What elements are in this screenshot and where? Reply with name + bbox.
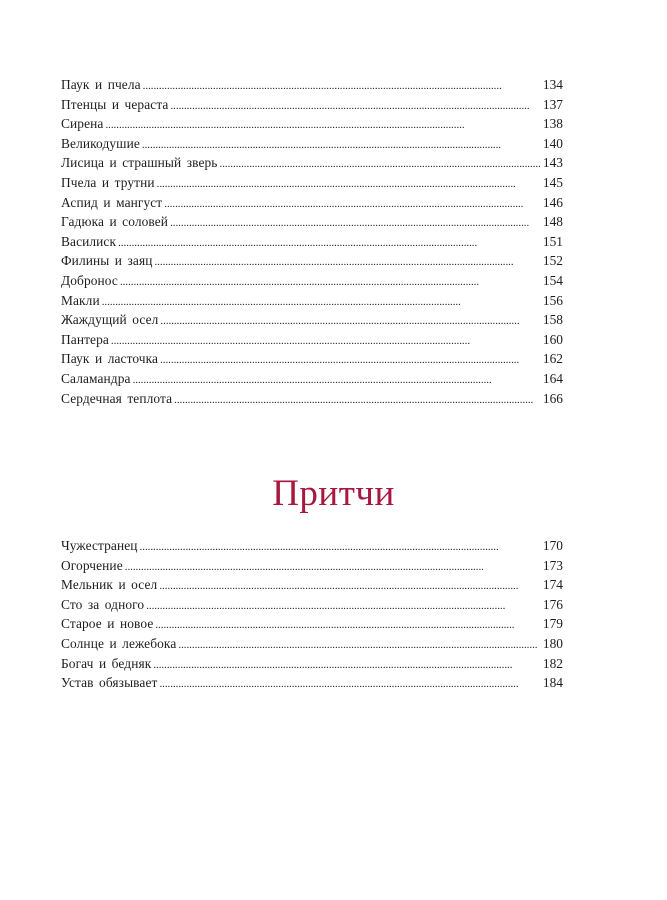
toc-entry-page: 140 (542, 135, 563, 151)
toc-entry[interactable] (61, 575, 563, 595)
toc-entry-title: Великодушие (61, 135, 140, 151)
toc-entry-page: 176 (542, 596, 563, 612)
toc-entry[interactable] (61, 75, 563, 95)
toc-dot-leader (102, 291, 541, 313)
toc-entry-page: 146 (542, 194, 563, 210)
toc-dot-leader (178, 634, 541, 656)
toc-entry-title: Солнце и лежебока (61, 635, 177, 651)
toc-entry-page: 179 (542, 616, 563, 632)
toc-entry[interactable] (61, 95, 563, 115)
toc-entry-page: 164 (542, 370, 563, 386)
toc-entry[interactable] (61, 153, 563, 173)
toc-dot-leader (105, 114, 540, 136)
toc-entry-title: Огорчение (61, 557, 123, 573)
toc-entry[interactable] (61, 673, 563, 693)
toc-entry-page: 182 (542, 655, 563, 671)
toc-dot-leader (220, 153, 541, 175)
toc-dot-leader (154, 251, 540, 273)
toc-entry-page: 166 (542, 390, 563, 406)
toc-dot-leader (170, 212, 541, 234)
toc-entry-title: Василиск (61, 233, 117, 249)
toc-dot-leader (133, 369, 541, 391)
toc-entry-title: Филины и заяц (61, 253, 153, 269)
toc-dot-leader (160, 310, 540, 332)
toc-entry-page: 145 (542, 174, 563, 190)
section-heading-parables: Притчи (272, 473, 395, 514)
toc-entry-page: 158 (542, 312, 563, 328)
toc-entry[interactable] (61, 349, 563, 369)
toc-dot-leader (159, 575, 541, 597)
toc-entry-title: Добронос (61, 272, 118, 288)
toc-entry[interactable] (61, 536, 563, 556)
toc-entry-page: 154 (542, 272, 563, 288)
toc-entry-title: Сирена (61, 116, 104, 132)
toc-entry[interactable] (61, 232, 563, 252)
toc-entry-title: Пчела и трутни (61, 174, 155, 190)
toc-entry[interactable] (61, 193, 563, 213)
toc-entry-title: Лисица и страшный зверь (61, 155, 218, 171)
toc-entry[interactable] (61, 369, 563, 389)
toc-entry-title: Жаждущий осел (61, 312, 159, 328)
toc-entry-page: 173 (542, 557, 563, 573)
toc-entry[interactable] (61, 114, 563, 134)
toc-dot-leader (164, 193, 541, 215)
toc-entry-title: Макли (61, 292, 100, 308)
toc-dot-leader (153, 654, 541, 676)
toc-entry-page: 184 (542, 675, 563, 691)
toc-dot-leader (111, 330, 541, 352)
toc-dot-leader (125, 556, 541, 578)
toc-entry[interactable] (61, 271, 563, 291)
toc-entry[interactable] (61, 634, 563, 654)
toc-dot-leader (143, 75, 541, 97)
toc-entry-title: Чужестранец (61, 538, 138, 553)
toc-entry-title: Сто за одного (61, 596, 145, 612)
toc-dot-leader (140, 536, 541, 558)
toc-entry[interactable] (61, 310, 563, 330)
toc-entry-title: Мельник и осел (61, 577, 158, 593)
toc-entry-page: 138 (542, 116, 563, 132)
toc-entry[interactable] (61, 595, 563, 615)
toc-list-fables (61, 75, 563, 408)
toc-entry[interactable] (61, 389, 563, 409)
toc-entry[interactable] (61, 134, 563, 154)
toc-entry[interactable] (61, 212, 563, 232)
toc-dot-leader (174, 389, 541, 411)
toc-entry[interactable] (61, 654, 563, 674)
toc-list-parables (61, 536, 563, 693)
toc-entry-page: 143 (542, 155, 563, 171)
toc-dot-leader (160, 349, 541, 371)
toc-entry-page: 174 (542, 577, 563, 593)
toc-dot-leader (120, 271, 541, 293)
toc-entry[interactable] (61, 251, 563, 271)
toc-entry-page: 148 (542, 214, 563, 230)
toc-entry-title: Устав обязывает (61, 675, 158, 691)
toc-entry-title: Старое и новое (61, 616, 154, 632)
toc-entry[interactable] (61, 614, 563, 634)
toc-entry[interactable] (61, 291, 563, 311)
toc-dot-leader (159, 673, 540, 695)
toc-entry-page: 162 (542, 351, 563, 367)
toc-entry-title: Аспид и мангуст (61, 194, 163, 210)
toc-dot-leader (142, 134, 541, 156)
toc-entry-title: Богач и бедняк (61, 655, 152, 671)
toc-entry-page: 156 (542, 292, 563, 308)
toc-entry-title: Саламандра (61, 370, 131, 386)
toc-entry-page: 180 (542, 635, 563, 651)
toc-dot-leader (118, 232, 541, 254)
toc-entry-page: 134 (542, 77, 563, 92)
toc-entry-title: Паук и ласточка (61, 351, 159, 367)
toc-entry[interactable] (61, 556, 563, 576)
toc-entry-page: 160 (542, 331, 563, 347)
toc-entry-title: Гадюка и соловей (61, 214, 169, 230)
toc-entry-page: 170 (542, 538, 563, 553)
toc-dot-leader (155, 614, 541, 636)
toc-entry-title: Пантера (61, 331, 109, 347)
toc-entry-title: Сердечная теплота (61, 390, 173, 406)
toc-entry-page: 152 (542, 253, 563, 269)
toc-entry-title: Птенцы и чераста (61, 96, 169, 112)
toc-entry-title: Паук и пчела (61, 77, 141, 92)
toc-dot-leader (170, 95, 540, 117)
toc-entry-page: 151 (542, 233, 563, 249)
toc-dot-leader (146, 595, 541, 617)
toc-dot-leader (157, 173, 541, 195)
toc-entry[interactable] (61, 173, 563, 193)
toc-entry-page: 137 (542, 96, 563, 112)
toc-entry[interactable] (61, 330, 563, 350)
